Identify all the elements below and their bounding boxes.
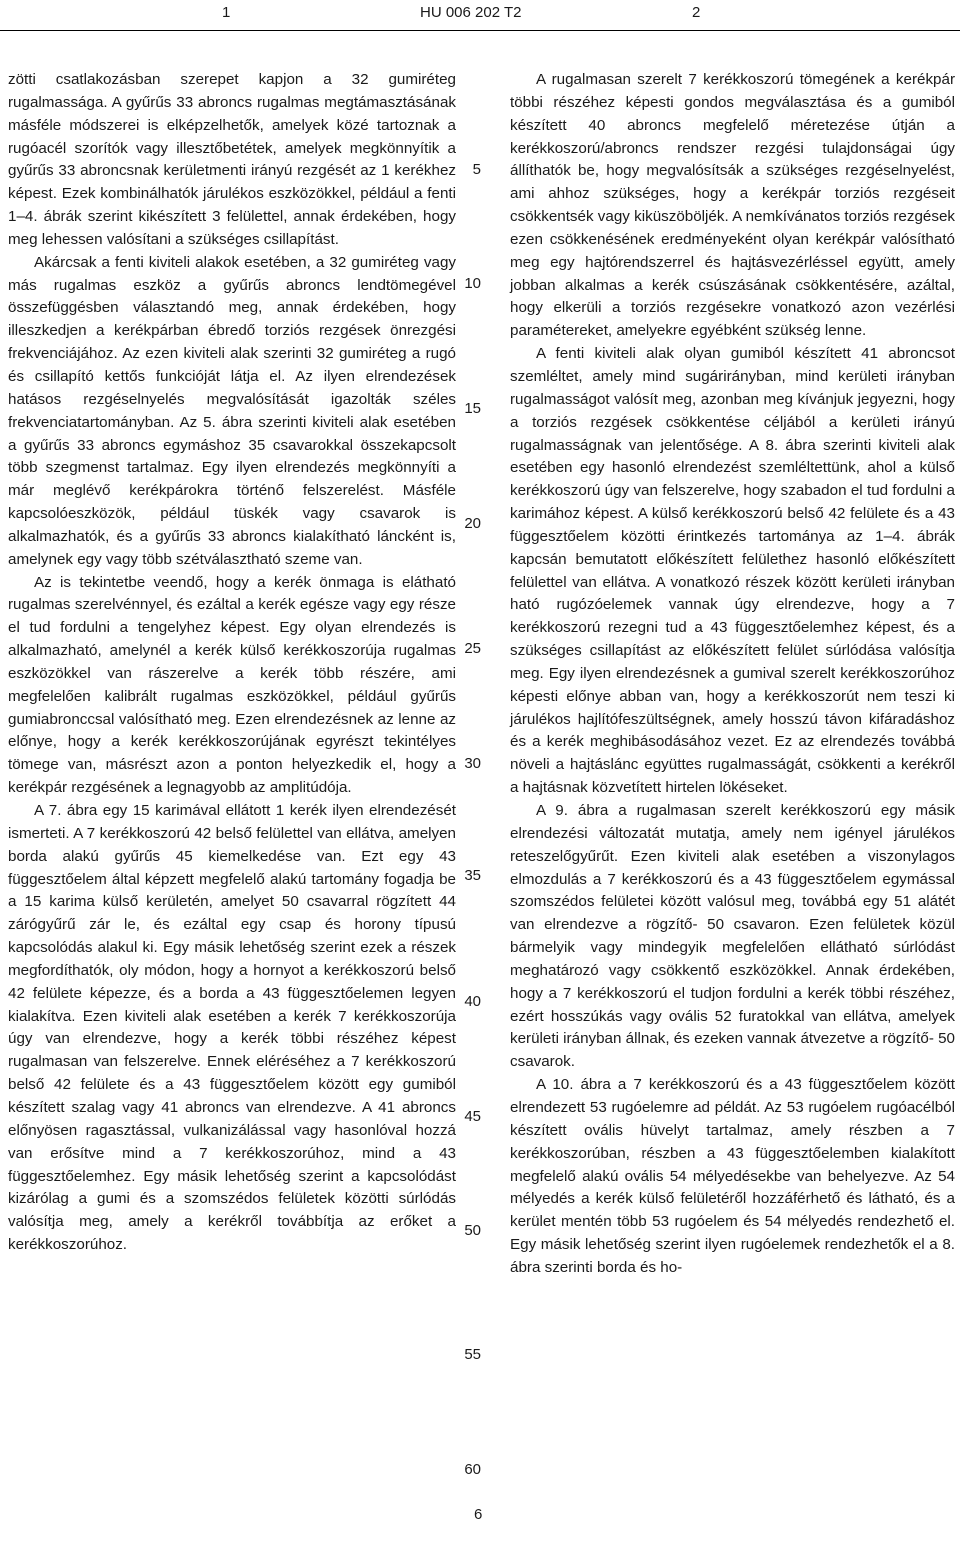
line-number: 50 [464,1222,481,1239]
right-page-number: 2 [692,4,701,21]
paragraph: zötti csatlakozásban szerepet kapjon a 32 gumiréteg rugalmassága. A gyűrűs 33 abroncs rugalmas megtámasztásának másféle módszerei is elképzelhetők, amelyek közé tartoznak a rugóacél szorítók vagy illesztőbetétek, amelyek megkönnyítik a gyűrűs 33 abroncsnak kerületmenti irányú rezgését az 1 kerékhez képest. Ezek kombinálhatók járulékos eszközökkel, például a fenti 1–4. ábrák szerint kikészített 3 felülettel, annak érdekében, hogy meg lehessen valósítani a szükséges csillapítást. [8,71,456,248]
paragraph: A fenti kiviteli alak olyan gumiból készített 41 abroncsot szemléltet, amely mind sugárirányban, mind kerületi irányban rugalmasságot valósít meg, azonban meg kívánjuk jegyezni, hogy a torziós rezgések csökkentése céljából a kerületi irányú rugalmasságnak van jelentősége. A 8. ábra szerinti kiviteli alak esetében egy hasonló elrendezést szemléltettünk, ahol a külső kerékkoszorú úgy van felszerelve, hogy szabadon el tud fordulni a karimához képest. A külső kerékkoszorú belső 42 felülete és a 43 függesztőelem közötti érintkezés tartománya az 1–4. ábrák kapcsán bemutatott előkészített felülethez hasonló előkészített felülettel van ellátva. A vonatkozó részek között kerületi irányban ható rugózóelemek vannak úgy elrendezve, hogy a 7 kerékkoszorú rezegni tud a 43 függesztőelemhez képest, és a szükséges csillapítást az előkészített felület súrlódása valósítja meg. Egy ilyen elrendezésnek a gumival szerelt kerékkoszorúhoz képesti előnye abban van, hogy a kerékkoszorút nem teszi ki járulékos hajlítófeszültségnek, amely hosszú távon kifáradáshoz és a kerék meghibásodásához vezet. Ez az elrendezés továbbá növeli a hajtáslánc együttes rugalmasságát, csökkenti a kerékről a hajtásnak közvetített hirtelen lökéseket. [510,345,955,797]
line-number: 55 [464,1346,481,1363]
line-number: 35 [464,867,481,884]
line-number: 25 [464,640,481,657]
paragraph: A 10. ábra a 7 kerékkoszorú és a 43 függesztőelem között elrendezett 53 rugóelemre ad példát. Az 53 rugóelem rugóacélból készített ovális hüvelyt tartalmaz, amely részben a 7 kerékkoszorúban, részben a 43 függesztőelemben kialakított megfelelő alakú ovális 54 mélyedésekbe van behelyezve. Az 54 mélyedés a kerék külső felületéről hozzáférhető és látható, és a kerület mentén több 53 rugóelem és 54 mélyedés rendezhető el. Egy másik lehetőség szerint ilyen rugóelemek rendezhetők el a 8. ábra szerinti borda és ho- [510,1076,955,1276]
paragraph: Az is tekintetbe veendő, hogy a kerék önmaga is elátható rugalmas szerelvénnyel, és ezáltal a kerék egésze vagy egy része el tud fordulni a tengelyhez képest. Egy olyan elrendezés is alkalmazható, amelynél a kerék külső kerékkoszorúja rugalmas eszközökkel van rászerelve a kerék több részére, ami megfelelően kalibrált rugalmas eszközökkel, például gyűrűs gumiabronccsal valósítható meg. Ezen elrendezésnek az lenne az előnye, hogy a kerék kerékkoszorújának egyrészt tekintélyes tömege van, másrészt azon a ponton helyezkedik el, hogy a kerékpár rezgésének a legnagyobb az amplitúdója. [8,573,456,797]
line-number: 5 [472,161,481,178]
line-number: 45 [464,1108,481,1125]
line-number: 15 [464,400,481,417]
line-number: 20 [464,515,481,532]
line-number: 30 [464,755,481,772]
paragraph: A 9. ábra a rugalmasan szerelt kerékkoszorú egy másik elrendezési változatát mutatja, amely nem igényel járulékos reteszelőgyűrűt. Ezen kiviteli alak esetében a viszonylagos elmozdulás a 7 kerékkoszorú és a 43 függesztőelem egymással szomszédos felületei között valósul meg, továbbá egy 51 alátét van elrendezve a rögzítő- 50 csavaron. Ezen felületek közül bármelyik vagy mindegyik megfelelően ellátható súrlódást meghatározó vagy csökkentő eszközökkel. Annak érdekében, hogy a 7 kerékkoszorú el tudjon fordulni a kerék többi részéhez, ezért hosszúkás vagy ovális 52 furatokkal van ellátva, amelyek kerületi irányban állnak, és ezeken vannak átvezetve a rögzítő- 50 csavarok. [510,802,955,1071]
paragraph: A rugalmasan szerelt 7 kerékkoszorú tömegének a kerékpár többi részéhez képesti gondos megválasztása és a gumiból készített 40 abroncs megfelelő méretezése útján a kerékkoszorú/abroncs rendszer rezgési tulajdonságai úgy állíthatók be, hogy megvalósítsák a szükséges rezgéselnyelést, ami ahhoz szükséges, hogy a kerékpár torziós rezgéseit csökkentsék vagy kiküszöböljék. A nemkívánatos torziós rezgések ezen csökkenésének eredményeként olyan kerékpár valósítható meg egy hajtórendszerrel és hajtásvezérléssel együtt, amely jobban alkalmas a kerék csúszásának csökkentésére, azáltal, hogy elkerüli a torziós rezgésekre vonatkozó azon vezérlési paramétereket, amelyekre egyébként szükség lenne. [510,71,955,340]
right-text-column [510,69,955,1280]
page-number: 6 [474,1506,483,1523]
line-number: 60 [464,1461,481,1478]
header-rule [0,30,960,31]
left-text-column [8,69,456,1257]
paragraph: Akárcsak a fenti kiviteli alakok esetében, a 32 gumiréteg vagy más rugalmas eszköz a gyűrűs abroncs lendtömegével összefüggésben választandó meg, annak érdekében, hogy illeszkedjen a kerékpárban ébredő torziós rezgések önrezgési frekvenciájához. Az ezen kiviteli alak szerinti 32 gumiréteg a rugó és csillapító kettős funkcióját látja el. Az ilyen elrendezések hatásos rezgéselnyelés megvalósítását igazolták széles frekvenciatartományban. Az 5. ábra szerinti kiviteli alak esetében a gyűrűs 33 abroncs egymáshoz 35 csavarokkal összekapcsolt több szegmenst tartalmaz. Egy ilyen elrendezés megkönnyíti a már meglévő kerékpárokra történő felszerelést. Másféle kapcsolóeszközök, például tüskék vagy csavarok is alkalmazhatók, és a gyűrűs 33 abroncs kialakítható láncként is, amelynek egy vagy több szétválasztható szeme van. [8,253,456,568]
paragraph: A 7. ábra egy 15 karimával ellátott 1 kerék ilyen elrendezését ismerteti. A 7 kerékkoszorú 42 belső felülettel van ellátva, amelyen borda alakú gyűrűs 45 kiemelkedése van. Ezt egy 43 függesztőelem által képzett megfelelő alakú tartomány fogadja be a 15 karima külső kerületén, amelyet 50 csavarral rögzített 44 zárógyűrű zár le, és ezáltal egy csap és horony típusú kapcsolódás alakul ki. Egy másik lehetőség szerint ezek a részek megfordíthatók, oly módon, hogy a hornyot a kerékkoszorú belső 42 felülete képezze, és a borda a 43 függesztőelemen legyen kialakítva. Ezen kiviteli alak esetében a kerék 7 kerékkoszorúja úgy van elrendezve, hogy a kerék többi részéhez képest rugalmasan van felszerelve. Ennek eléréséhez a 7 kerékkoszorú belső 42 felülete és a 43 függesztőelem között egy gumiból készített szalag vagy 41 abroncs van elrendezve. A 41 abroncs előnyösen ragasztással, vulkanizálással vagy hasonlóval hozzá van erősítve mind a 7 kerékkoszorúhoz, mind a 43 függesztőelemhez. Egy másik lehetőség szerint a kapcsolódást kizárólag a gumi és a szomszédos felületek közötti súrlódás valósítja meg, amely a kerékről továbbítja az erőket a kerékkoszorúhoz. [8,802,456,1254]
document-id: HU 006 202 T2 [420,4,522,21]
left-page-number: 1 [222,4,231,21]
line-number: 10 [464,275,481,292]
line-number: 40 [464,993,481,1010]
